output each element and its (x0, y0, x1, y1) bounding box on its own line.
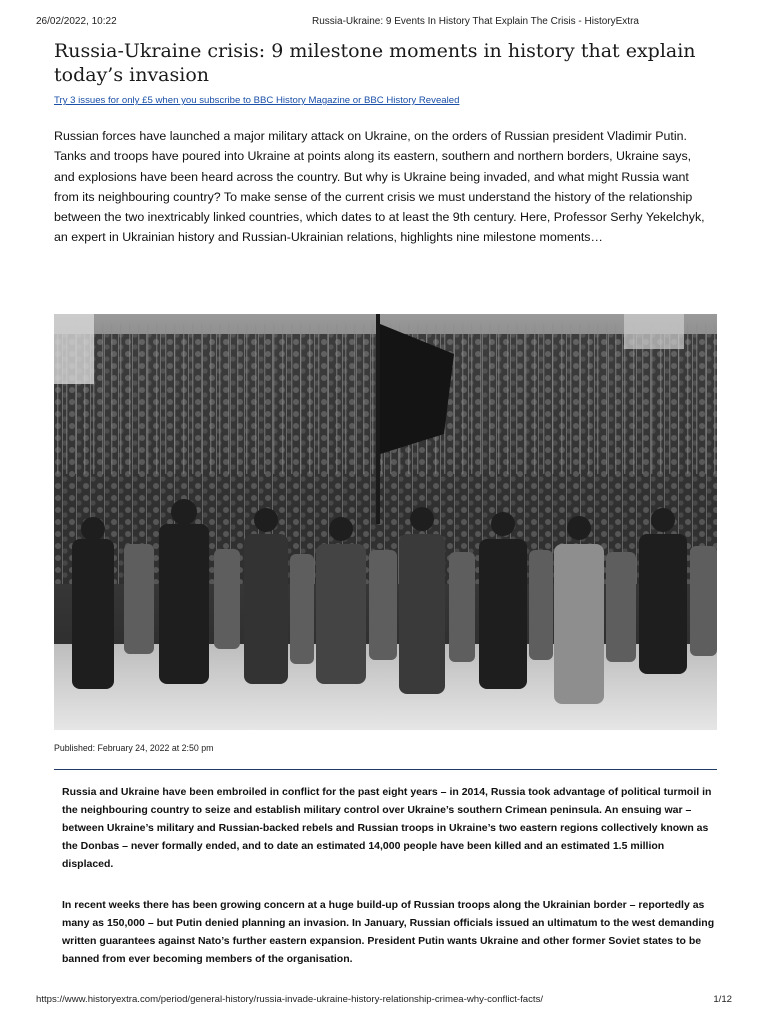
print-datetime: 26/02/2022, 10:22 (36, 16, 117, 27)
crowd-photo-graphic (54, 314, 717, 730)
print-header (36, 16, 732, 30)
print-page-number: 1/12 (713, 994, 732, 1005)
article-intro: Russian forces have launched a major military attack on Ukraine, on the orders of Russian president Vladimir Putin. Tanks and troops have poured into Ukraine at points along its eastern, southern and northern borders, Ukraine says, and explosions have been heard across the country. But why is Ukraine being invaded, and what might Russia want from its neighbouring country? To make sense of the current crisis we must understand the history of the relationship between the two inextricably linked countries, which dates to at least the 9th century. Here, Professor Serhy Yekelchyk, an expert in Ukrainian history and Russian-Ukrainian relations, highlights nine milestone moments… (54, 129, 705, 245)
published-date: Published: February 24, 2022 at 2:50 pm (54, 743, 214, 753)
article-paragraph: Russia and Ukraine have been embroiled in conflict for the past eight years – in 2014, Russia took advantage of political turmoil in the neighbouring country to seize and establish military control over Ukraine’s southern Crimean peninsula. An ensuing war – between Ukraine’s military and Russian-backed rebels and Russian troops in Ukraine’s two eastern regions collectively known as the Donbas – never formally ended, and to date an estimated 14,000 people have been killed and an estimated 1.5 million displaced. (62, 786, 712, 870)
article-paragraph: In recent weeks there has been growing concern at a huge build-up of Russian troops along the Ukrainian border – reportedly as many as 150,000 – but Putin denied planning an invasion. In January, Russian officials issued an ultimatum to the west demanding written guarantees against Nato’s further eastern expansion. President Putin wants Ukraine and other former Soviet states to be banned from ever becoming members of the organisation. (62, 899, 715, 965)
hero-photo (54, 314, 717, 730)
article-title: Russia-Ukraine crisis: 9 milestone moments in history that explain today’s invasion (54, 40, 696, 86)
print-document-title: Russia-Ukraine: 9 Events In History That Explain The Crisis - HistoryExtra (312, 16, 639, 27)
print-page-url: https://www.historyextra.com/period/general-history/russia-invade-ukraine-history-relationship-crimea-why-conflict-facts/ (36, 994, 544, 1005)
print-footer (36, 994, 732, 1008)
subscription-promo-link[interactable]: Try 3 issues for only £5 when you subscribe to BBC History Magazine or BBC History Revealed (54, 95, 460, 106)
section-divider (54, 769, 717, 770)
